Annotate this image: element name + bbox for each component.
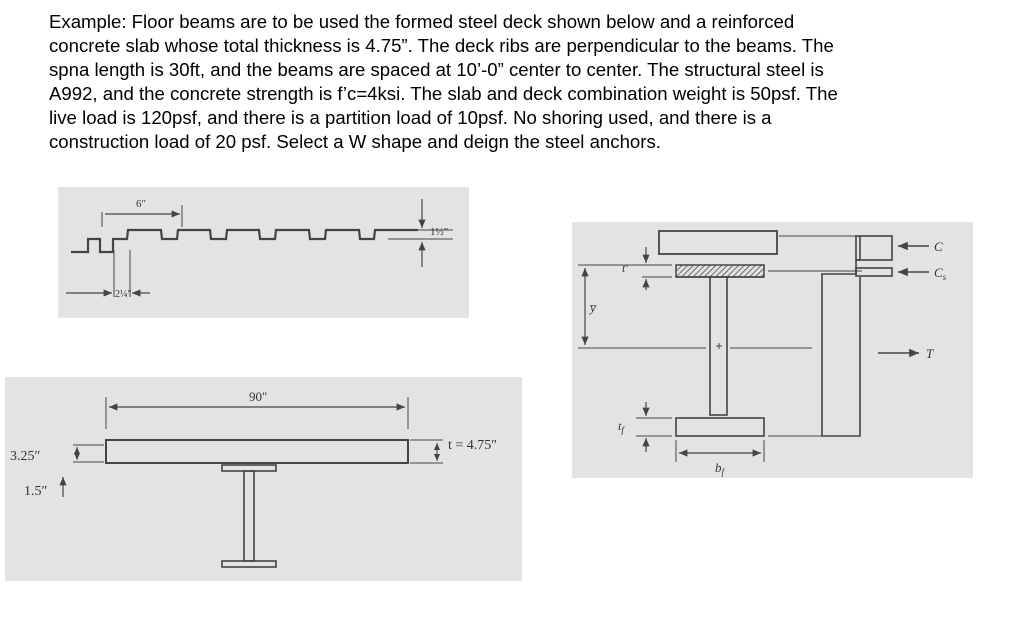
deck-profile-figure — [58, 187, 469, 318]
problem-line: live load is 120psf, and there is a partition load of 10psf. No shoring used, and there is a — [49, 107, 772, 128]
cs-label: $C_s$ — [934, 265, 947, 282]
bf-label: $b_f$ — [715, 460, 725, 477]
slab-block — [659, 231, 777, 254]
effective-width-label: 90″ — [249, 389, 268, 404]
ybar-label: y̅ — [590, 300, 596, 315]
steel-compression-block — [856, 268, 892, 276]
problem-line: construction load of 20 psf. Select a W shape and deign the steel anchors. — [49, 131, 661, 152]
stress-diagram-drawing — [572, 222, 973, 478]
thickness-label: t = 4.75″ — [448, 438, 498, 453]
steel-bottom-flange — [676, 418, 764, 436]
composite-section-drawing — [5, 377, 522, 581]
problem-line: Example: Floor beams are to be used the formed steel deck shown below and a reinforced — [49, 11, 795, 32]
beam-top-flange — [222, 465, 276, 471]
rib-pitch-label: 6″ — [136, 198, 147, 210]
c-label: C — [934, 239, 943, 254]
problem-statement — [49, 10, 949, 154]
slab-depth-label: 3.25″ — [10, 449, 41, 464]
rib-height-label: 1½″ — [430, 226, 449, 238]
beam-bottom-flange — [222, 561, 276, 567]
beam-web — [244, 471, 254, 561]
concrete-compression-block — [856, 236, 892, 260]
deck-profile-line — [71, 230, 418, 252]
problem-line: spna length is 30ft, and the beams are spaced at 10’-0” center to center. The structural steel is — [49, 59, 824, 80]
t-prime-label: t′ — [622, 261, 628, 275]
problem-line: A992, and the concrete strength is f’c=4ksi. The slab and deck combination weight is 50psf. The — [49, 83, 838, 104]
stress-diagram-figure — [572, 222, 973, 478]
problem-line: concrete slab whose total thickness is 4.75”. The deck ribs are perpendicular to the beams. The — [49, 35, 834, 56]
rib-width-label: 2¼″ — [115, 289, 132, 300]
concrete-slab — [106, 440, 408, 463]
tf-label: $t_f$ — [618, 419, 624, 435]
deck-profile-drawing — [58, 187, 469, 318]
compression-flange — [676, 265, 764, 277]
stress-block-outline — [822, 236, 860, 436]
composite-section-figure — [5, 377, 522, 581]
deck-depth-label: 1.5″ — [24, 484, 48, 499]
t-force-label: T — [926, 346, 934, 361]
